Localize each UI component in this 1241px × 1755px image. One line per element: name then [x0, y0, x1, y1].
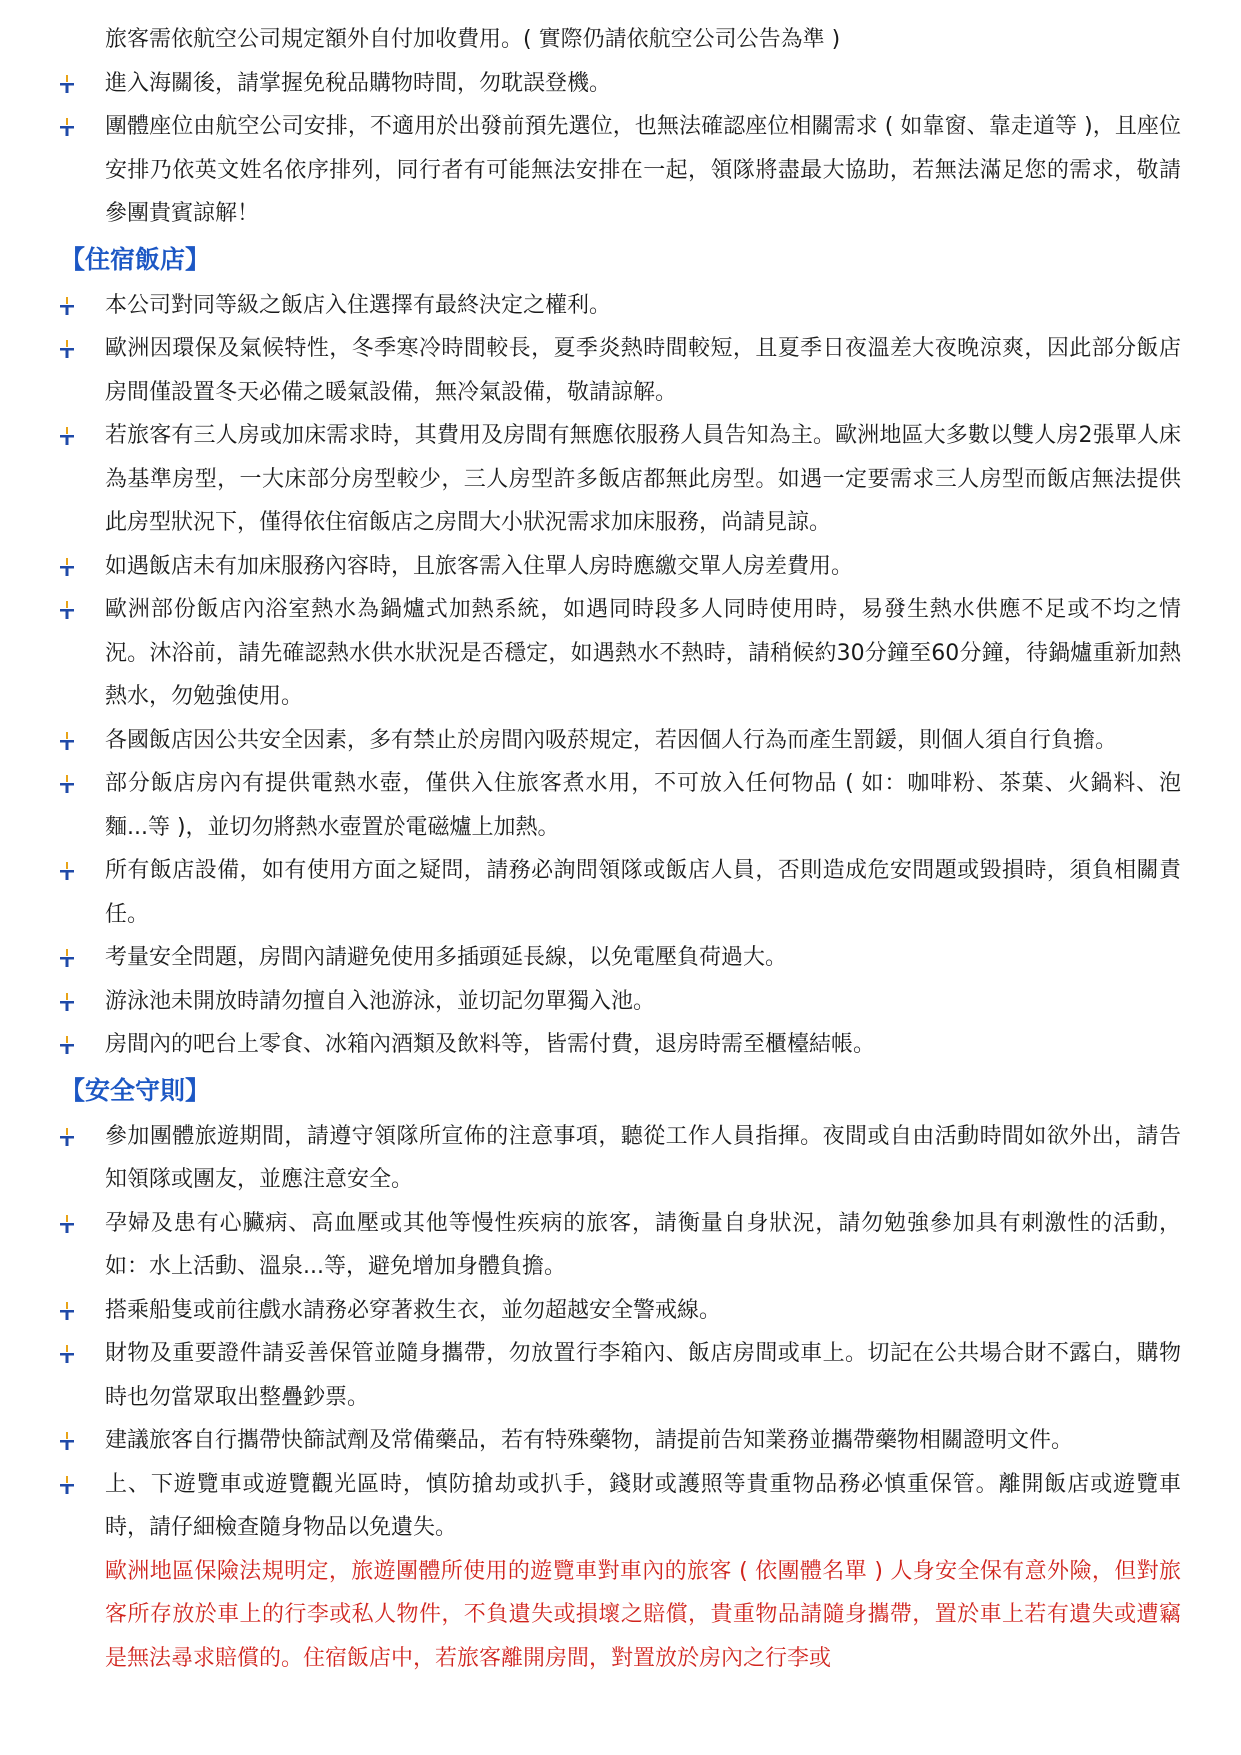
list-item: 孕婦及患有心臟病、高血壓或其他等慢性疾病的旅客，請衡量自身狀況，請勿勉強參加具有刺激性的活動，如：水上活動、溫泉...等，避免增加身體負擔。	[0, 1202, 1241, 1289]
pushpin-bullet-icon	[57, 339, 77, 359]
pushpin-bullet-icon	[57, 861, 77, 881]
list-item: 考量安全問題，房間內請避免使用多插頭延長線，以免電壓負荷過大。	[0, 936, 1241, 980]
list-item: 建議旅客自行攜帶快篩試劑及常備藥品，若有特殊藥物，請提前告知業務並攜帶藥物相關證明文件。	[0, 1419, 1241, 1463]
pushpin-bullet-icon	[57, 992, 77, 1012]
list-item: 歐洲因環保及氣候特性，冬季寒冷時間較長，夏季炎熱時間較短，且夏季日夜溫差大夜晚涼爽，因此部分飯店房間僅設置冬天必備之暖氣設備，無冷氣設備，敬請諒解。	[0, 327, 1241, 414]
list-item: 本公司對同等級之飯店入住選擇有最終決定之權利。	[0, 284, 1241, 328]
list-item: 財物及重要證件請妥善保管並隨身攜帶，勿放置行李箱內、飯店房間或車上。切記在公共場合財不露白，購物時也勿當眾取出整疊鈔票。	[0, 1332, 1241, 1419]
list-item: 各國飯店因公共安全因素，多有禁止於房間內吸菸規定，若因個人行為而產生罰鍰，則個人須自行負擔。	[0, 719, 1241, 763]
list-item: 上、下遊覽車或遊覽觀光區時，慎防搶劫或扒手，錢財或護照等貴重物品務必慎重保管。離開飯店或遊覽車時，請仔細檢查隨身物品以免遺失。	[0, 1463, 1241, 1550]
pushpin-bullet-icon	[57, 774, 77, 794]
pushpin-bullet-icon	[57, 948, 77, 968]
pushpin-bullet-icon	[57, 1214, 77, 1234]
pushpin-bullet-icon	[57, 426, 77, 446]
pushpin-bullet-icon	[57, 296, 77, 316]
pushpin-bullet-icon	[57, 731, 77, 751]
intro-line: 旅客需依航空公司規定額外自付加收費用。( 實際仍請依航空公司公告為準 )	[105, 27, 841, 52]
list-item: 房間內的吧台上零食、冰箱內酒類及飲料等，皆需付費，退房時需至櫃檯結帳。	[0, 1023, 1241, 1067]
pushpin-bullet-icon	[57, 1431, 77, 1451]
list-item: 游泳池未開放時請勿擅自入池游泳，並切記勿單獨入池。	[0, 980, 1241, 1024]
pushpin-bullet-icon	[57, 600, 77, 620]
list-item: 歐洲部份飯店內浴室熱水為鍋爐式加熱系統，如遇同時段多人同時使用時，易發生熱水供應不足或不均之情況。沐浴前，請先確認熱水供水狀況是否穩定，如遇熱水不熱時，請稍候約30分鐘至60分鐘，待鍋爐重新加熱熱水，勿勉強使用。	[0, 588, 1241, 719]
list-item: 參加團體旅遊期間，請遵守領隊所宣佈的注意事項，聽從工作人員指揮。夜間或自由活動時間如欲外出，請告知領隊或團友，並應注意安全。	[0, 1115, 1241, 1202]
insurance-note: 歐洲地區保險法規明定，旅遊團體所使用的遊覽車對車內的旅客 ( 依團體名單 ) 人身安全保有意外險，但對旅客所存放於車上的行李或私人物件，不負遺失或損壞之賠償，貴重物品請隨身攜帶，置於車上若有遺失或遭竊是無法尋求賠償的。住宿飯店中，若旅客離開房間，對置放於房內之行李或	[105, 1558, 1181, 1671]
pushpin-bullet-icon	[57, 74, 77, 94]
list-item: 若旅客有三人房或加床需求時，其費用及房間有無應依服務人員告知為主。歐洲地區大多數以雙人房2張單人床為基準房型，一大床部分房型較少，三人房型許多飯店都無此房型。如遇一定要需求三人房型而飯店無法提供此房型狀況下，僅得依住宿飯店之房間大小狀況需求加床服務，尚請見諒。	[0, 414, 1241, 545]
pushpin-bullet-icon	[57, 1475, 77, 1495]
pushpin-bullet-icon	[57, 1344, 77, 1364]
document-page	[0, 18, 1241, 1680]
list-item: 部分飯店房內有提供電熱水壺，僅供入住旅客煮水用，不可放入任何物品 ( 如：咖啡粉、茶葉、火鍋料、泡麵...等 )，並切勿將熱水壺置於電磁爐上加熱。	[0, 762, 1241, 849]
pushpin-bullet-icon	[57, 117, 77, 137]
pushpin-bullet-icon	[57, 1035, 77, 1055]
pushpin-bullet-icon	[57, 557, 77, 577]
list-item: 進入海關後，請掌握免稅品購物時間，勿耽誤登機。	[0, 62, 1241, 106]
pushpin-bullet-icon	[57, 1301, 77, 1321]
list-item: 所有飯店設備，如有使用方面之疑問，請務必詢問領隊或飯店人員，否則造成危安問題或毀損時，須負相關責任。	[0, 849, 1241, 936]
list-item: 團體座位由航空公司安排，不適用於出發前預先選位，也無法確認座位相關需求 ( 如靠窗、靠走道等 )，且座位安排乃依英文姓名依序排列，同行者有可能無法安排在一起，領隊將盡最大協助，若無法滿足您的需求，敬請參團貴賓諒解！	[0, 105, 1241, 236]
section-heading-safety: 【安全守則】	[60, 1075, 211, 1105]
section-heading-hotel: 【住宿飯店】	[60, 244, 211, 274]
pushpin-bullet-icon	[57, 1127, 77, 1147]
list-item: 搭乘船隻或前往戲水請務必穿著救生衣，並勿超越安全警戒線。	[0, 1289, 1241, 1333]
list-item: 如遇飯店未有加床服務內容時，且旅客需入住單人房時應繳交單人房差費用。	[0, 545, 1241, 589]
